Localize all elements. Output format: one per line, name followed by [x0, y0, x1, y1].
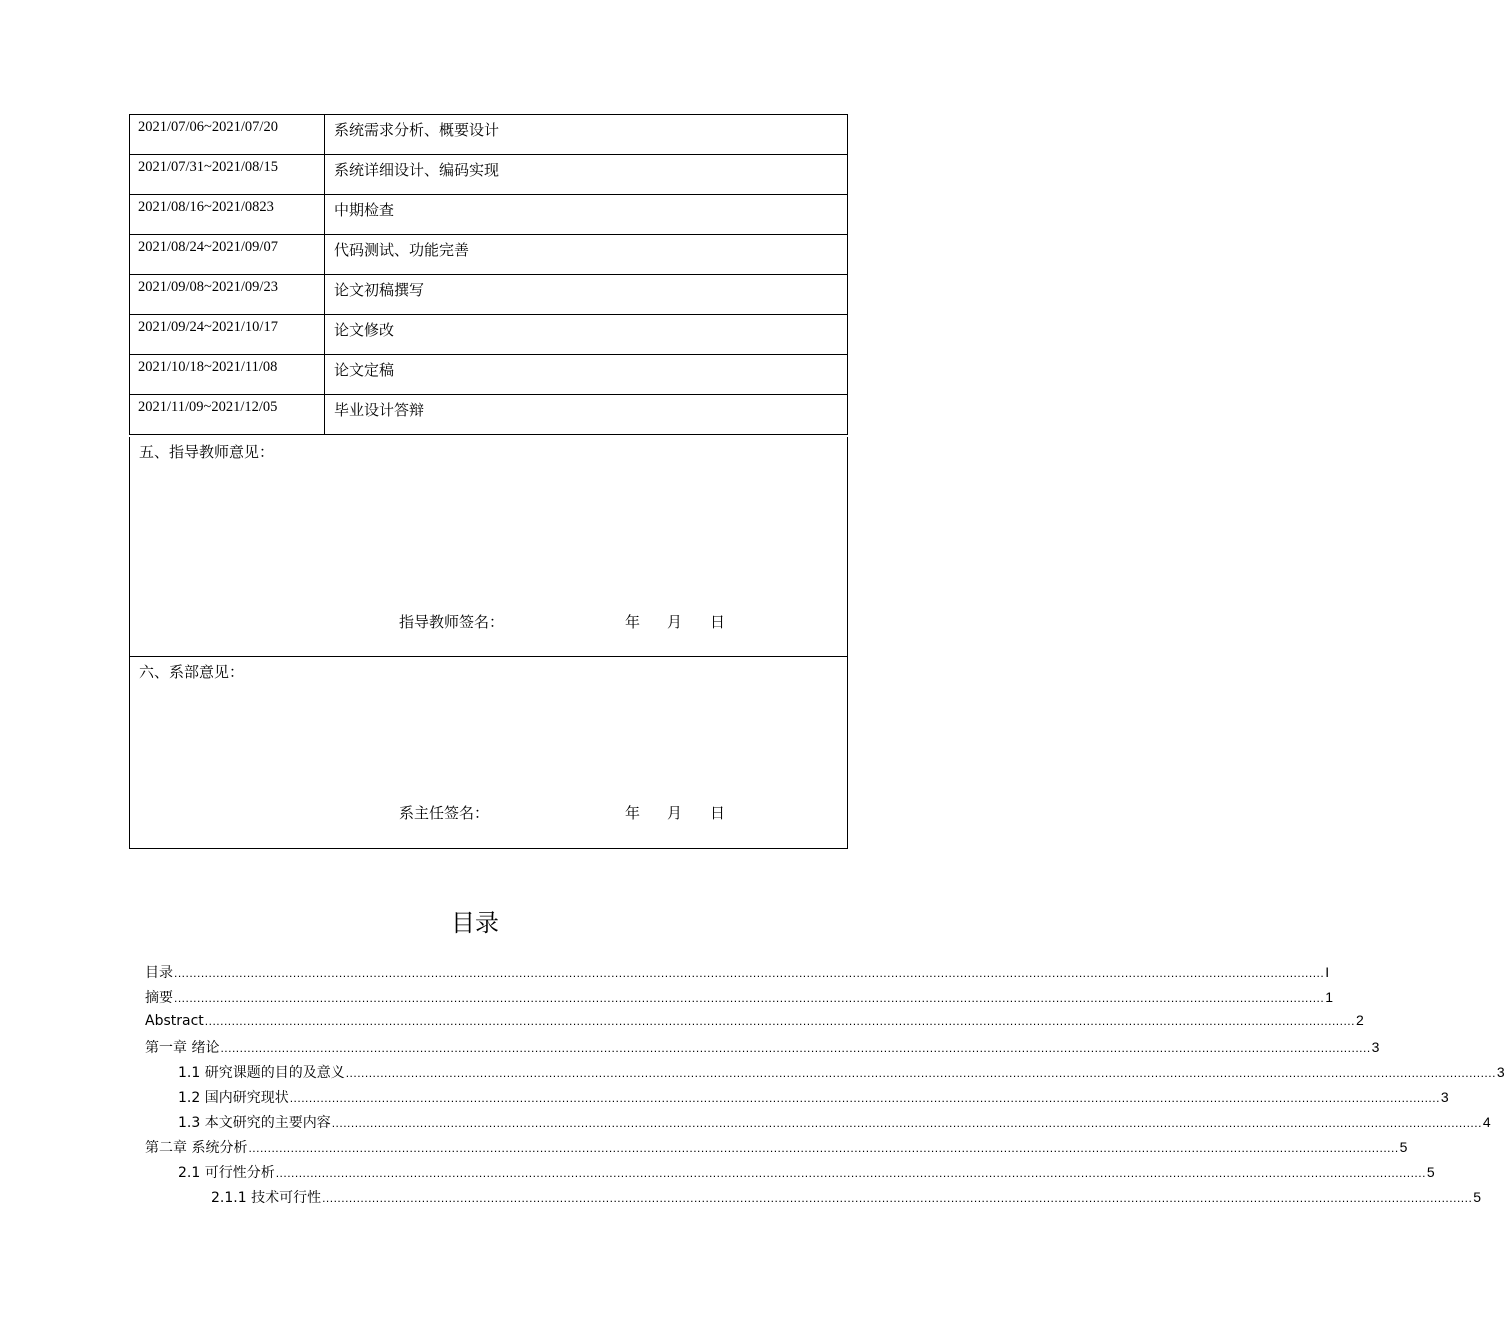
- toc-entry-page: 5: [1399, 1139, 1408, 1155]
- toc-entry-page: 5: [1426, 1164, 1435, 1180]
- department-opinion-box: [129, 656, 848, 849]
- toc-heading: 目录: [451, 909, 499, 937]
- schedule-row: [130, 315, 848, 355]
- toc-entry-page: 3: [1440, 1089, 1449, 1105]
- schedule-row: [130, 195, 848, 235]
- schedule-task: 论文初稿撰写: [325, 275, 848, 315]
- toc-entry-page: 3: [1496, 1064, 1505, 1080]
- schedule-task: 中期检查: [325, 195, 848, 235]
- advisor-opinion-title: 五、指导教师意见：: [139, 443, 275, 461]
- toc-entry[interactable]: [145, 1162, 1435, 1187]
- schedule-task: 论文修改: [325, 315, 848, 355]
- advisor-date-year: 年: [625, 613, 641, 631]
- schedule-row: [130, 155, 848, 195]
- toc-entry-title: 2.1 可行性分析: [178, 1165, 275, 1181]
- toc-entry-page: I: [1325, 964, 1330, 980]
- toc-entry-page: 1: [1325, 989, 1333, 1005]
- schedule-period: 2021/08/16~2021/0823: [130, 195, 325, 235]
- toc-entry[interactable]: [145, 962, 1330, 987]
- toc-dot-leader: ............................................................................................................................................................................................................................................................................................................: [204, 1014, 1355, 1028]
- toc-entry-title: 目录: [145, 965, 173, 981]
- department-date-year: 年: [625, 804, 641, 822]
- advisor-signature-label: 指导教师签名：: [399, 613, 505, 631]
- toc-entry-title: 1.1 研究课题的目的及意义: [178, 1065, 345, 1081]
- toc-entry-title: 1.2 国内研究现状: [178, 1090, 289, 1106]
- schedule-table: [129, 114, 848, 435]
- toc-dot-leader: ............................................................................................................................................................................................................................................................................................................: [174, 991, 1325, 1005]
- toc-entry-title: 2.1.1 技术可行性: [211, 1190, 322, 1206]
- toc-entry-page: 5: [1473, 1189, 1482, 1205]
- toc-dot-leader: ............................................................................................................................................................................................................................................................................................................: [275, 1166, 1426, 1180]
- advisor-date-month: 月: [667, 613, 683, 631]
- schedule-period: 2021/09/08~2021/09/23: [130, 275, 325, 315]
- toc-entry[interactable]: [145, 1037, 1380, 1062]
- schedule-period: 2021/08/24~2021/09/07: [130, 235, 325, 275]
- schedule-row: [130, 355, 848, 395]
- schedule-task: 系统需求分析、概要设计: [325, 115, 848, 155]
- schedule-period: 2021/07/31~2021/08/15: [130, 155, 325, 195]
- schedule-row: [130, 395, 848, 435]
- toc-entry[interactable]: [145, 1012, 1364, 1037]
- toc-dot-leader: ............................................................................................................................................................................................................................................................................................................: [331, 1116, 1482, 1130]
- schedule-task: 代码测试、功能完善: [325, 235, 848, 275]
- toc-entry[interactable]: [145, 1137, 1408, 1162]
- schedule-period: 2021/10/18~2021/11/08: [130, 355, 325, 395]
- department-date-day: 日: [710, 804, 726, 822]
- toc-entry-page: 4: [1482, 1114, 1491, 1130]
- schedule-period: 2021/07/06~2021/07/20: [130, 115, 325, 155]
- toc-dot-leader: ............................................................................................................................................................................................................................................................................................................: [248, 1141, 1399, 1155]
- toc-dot-leader: ............................................................................................................................................................................................................................................................................................................: [174, 966, 1325, 980]
- schedule-period: 2021/11/09~2021/12/05: [130, 395, 325, 435]
- toc-entry[interactable]: [145, 987, 1333, 1012]
- schedule-row: [130, 235, 848, 275]
- toc-entry-page: 3: [1371, 1039, 1380, 1055]
- toc-dot-leader: ............................................................................................................................................................................................................................................................................................................: [289, 1091, 1440, 1105]
- department-date-month: 月: [667, 804, 683, 822]
- toc-entry-title: Abstract: [145, 1013, 204, 1029]
- advisor-opinion-box: [129, 437, 848, 657]
- schedule-task: 毕业设计答辩: [325, 395, 848, 435]
- department-signature-label: 系主任签名：: [399, 804, 490, 822]
- toc-dot-leader: ............................................................................................................................................................................................................................................................................................................: [220, 1041, 1371, 1055]
- toc-entry[interactable]: [145, 1062, 1505, 1087]
- toc-dot-leader: ............................................................................................................................................................................................................................................................................................................: [322, 1191, 1473, 1205]
- table-of-contents: [145, 962, 1505, 1212]
- toc-entry-title: 第二章 系统分析: [145, 1140, 248, 1156]
- toc-entry-title: 摘要: [145, 990, 173, 1006]
- advisor-date-day: 日: [710, 613, 726, 631]
- schedule-task: 系统详细设计、编码实现: [325, 155, 848, 195]
- schedule-row: [130, 115, 848, 155]
- toc-entry-title: 1.3 本文研究的主要内容: [178, 1115, 331, 1131]
- schedule-period: 2021/09/24~2021/10/17: [130, 315, 325, 355]
- toc-entry[interactable]: [145, 1187, 1482, 1212]
- department-opinion-title: 六、系部意见：: [139, 663, 245, 681]
- schedule-task: 论文定稿: [325, 355, 848, 395]
- toc-entry-page: 2: [1355, 1012, 1364, 1028]
- toc-entry[interactable]: [145, 1112, 1491, 1137]
- toc-entry[interactable]: [145, 1087, 1449, 1112]
- schedule-row: [130, 275, 848, 315]
- toc-entry-title: 第一章 绪论: [145, 1040, 220, 1056]
- toc-dot-leader: ............................................................................................................................................................................................................................................................................................................: [345, 1066, 1496, 1080]
